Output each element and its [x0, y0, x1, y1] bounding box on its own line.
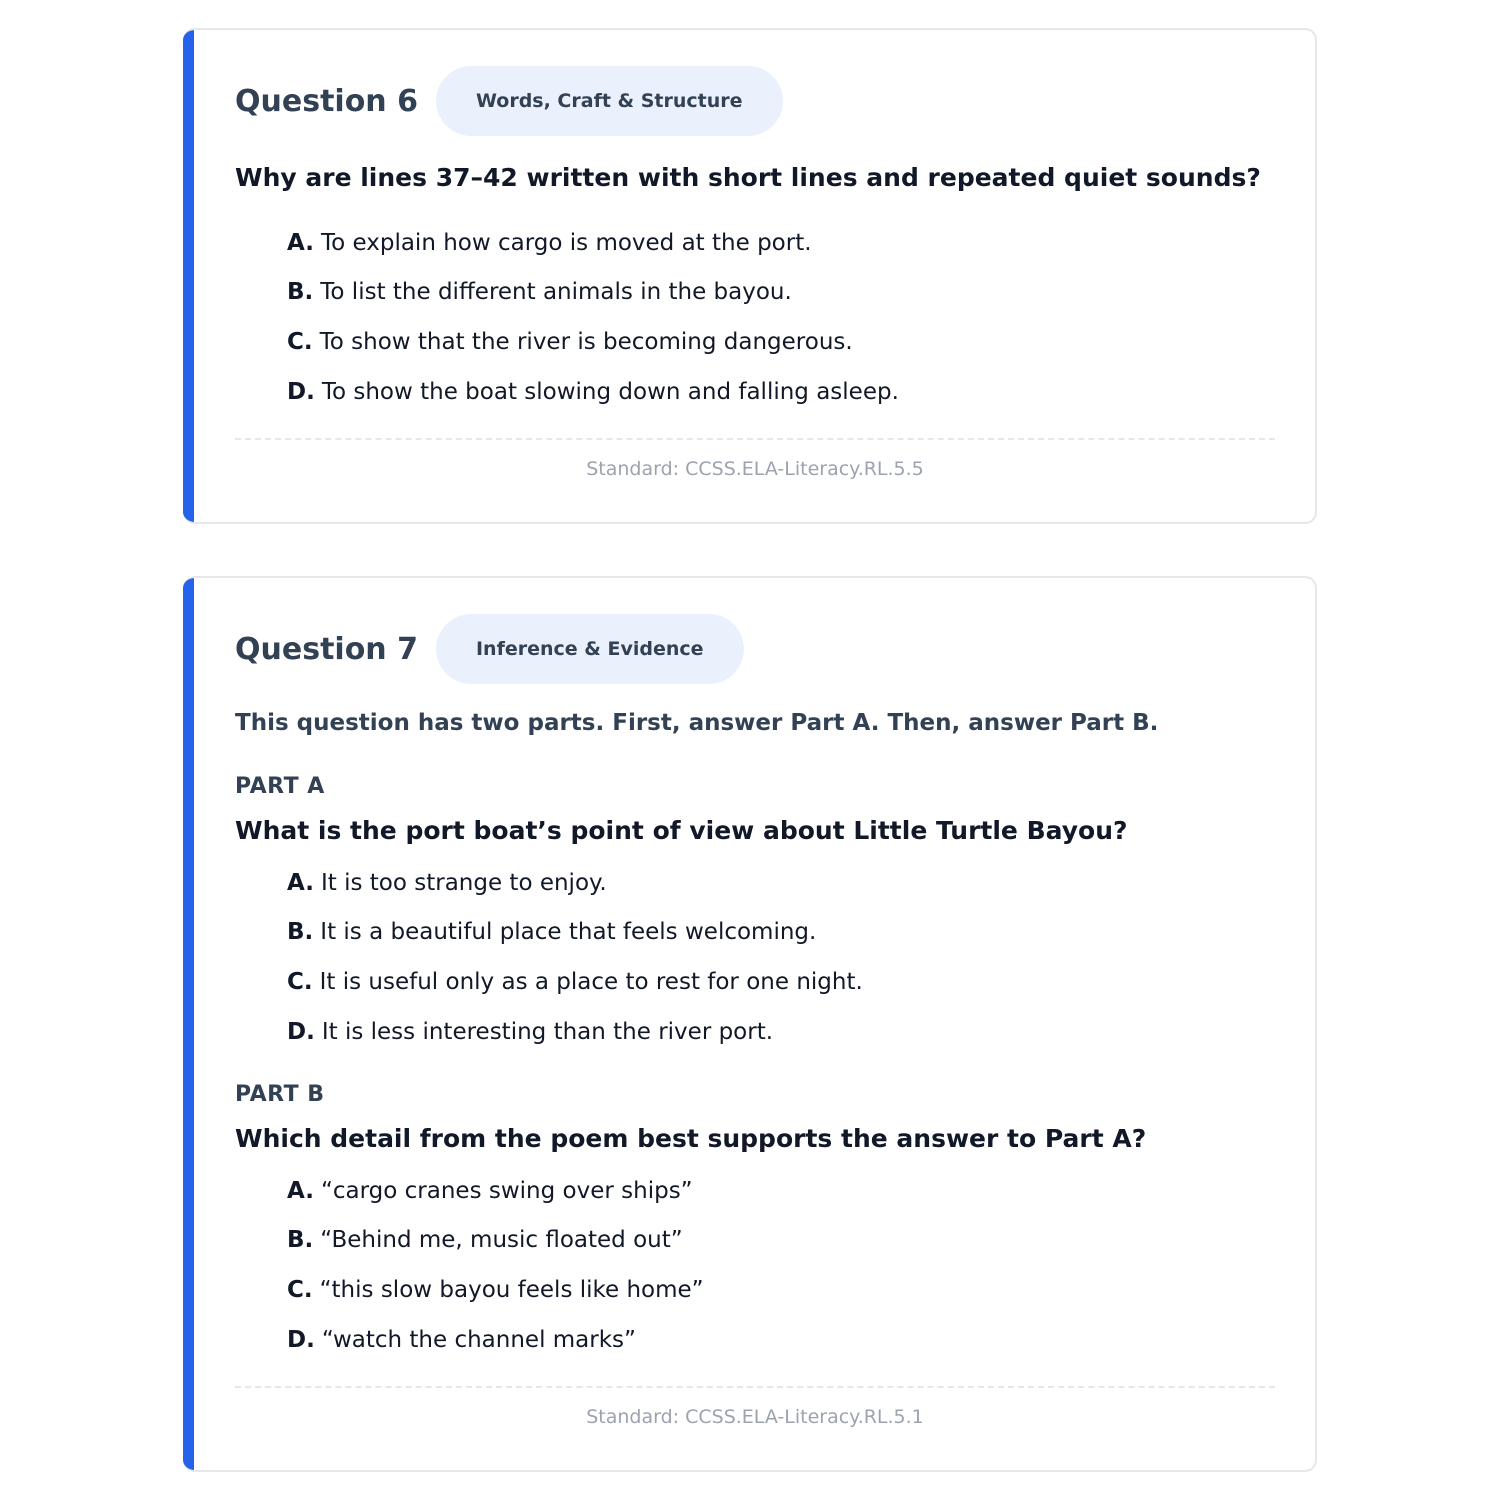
- card-accent-bar: [183, 30, 194, 522]
- part-a-label: PART A: [235, 774, 325, 799]
- skill-badge: Words, Craft & Structure: [436, 66, 783, 136]
- option-letter: C.: [287, 1276, 313, 1303]
- option-text: “this slow bayou feels like home”: [319, 1276, 704, 1303]
- dashed-divider: [235, 1386, 1275, 1388]
- option-text: To show the boat slowing down and falling asleep.: [321, 378, 899, 405]
- standard-label: Standard: CCSS.ELA-Literacy.RL.5.5: [586, 458, 924, 480]
- part-a-options: [287, 858, 863, 1056]
- question-intro: This question has two parts. First, answer Part A. Then, answer Part B.: [235, 710, 1159, 736]
- question-title: Question 6: [235, 83, 418, 119]
- option-letter: B.: [287, 1227, 314, 1254]
- answer-option-d[interactable]: [287, 1007, 863, 1057]
- answer-option-a[interactable]: [287, 218, 899, 268]
- option-text: To list the different animals in the bayou.: [320, 279, 792, 306]
- answer-option-b[interactable]: [287, 1216, 704, 1266]
- option-text: “cargo cranes swing over ships”: [320, 1177, 693, 1204]
- question-prompt: Why are lines 37–42 written with short lines and repeated quiet sounds?: [235, 163, 1261, 192]
- option-text: To explain how cargo is moved at the port.: [320, 229, 812, 256]
- option-text: “watch the channel marks”: [321, 1326, 636, 1353]
- option-letter: B.: [287, 279, 314, 306]
- answer-option-c[interactable]: [287, 957, 863, 1007]
- option-letter: A.: [287, 1177, 314, 1204]
- option-letter: D.: [287, 378, 315, 405]
- answer-option-c[interactable]: [287, 1265, 704, 1315]
- option-letter: D.: [287, 1326, 315, 1353]
- answer-option-a[interactable]: [287, 1166, 704, 1216]
- option-text: It is less interesting than the river port.: [321, 1018, 774, 1045]
- card-accent-bar: [183, 578, 194, 1470]
- question-title: Question 7: [235, 631, 418, 667]
- question-header: [235, 614, 744, 684]
- standard-label: Standard: CCSS.ELA-Literacy.RL.5.1: [586, 1406, 924, 1428]
- option-text: To show that the river is becoming dangerous.: [319, 328, 853, 355]
- dashed-divider: [235, 438, 1275, 440]
- skill-badge: Inference & Evidence: [436, 614, 744, 684]
- question-header: [235, 66, 783, 136]
- answer-option-a[interactable]: [287, 858, 863, 908]
- answer-option-d[interactable]: [287, 1315, 704, 1365]
- part-b-options: [287, 1166, 704, 1364]
- part-b-prompt: Which detail from the poem best supports the answer to Part A?: [235, 1124, 1147, 1153]
- part-a-prompt: What is the port boat’s point of view about Little Turtle Bayou?: [235, 816, 1128, 845]
- part-b-label: PART B: [235, 1082, 325, 1107]
- option-text: “Behind me, music floated out”: [320, 1227, 683, 1254]
- option-letter: D.: [287, 1018, 315, 1045]
- answer-options: [287, 218, 899, 416]
- answer-option-b[interactable]: [287, 268, 899, 318]
- option-text: It is a beautiful place that feels welcoming.: [320, 919, 817, 946]
- option-letter: A.: [287, 869, 314, 896]
- answer-option-c[interactable]: [287, 317, 899, 367]
- option-letter: B.: [287, 919, 314, 946]
- option-text: It is useful only as a place to rest for one night.: [319, 968, 863, 995]
- option-letter: A.: [287, 229, 314, 256]
- option-text: It is too strange to enjoy.: [320, 869, 607, 896]
- question-card-7: [183, 576, 1317, 1472]
- answer-option-b[interactable]: [287, 908, 863, 958]
- option-letter: C.: [287, 968, 313, 995]
- answer-option-d[interactable]: [287, 367, 899, 417]
- option-letter: C.: [287, 328, 313, 355]
- question-card-6: [183, 28, 1317, 524]
